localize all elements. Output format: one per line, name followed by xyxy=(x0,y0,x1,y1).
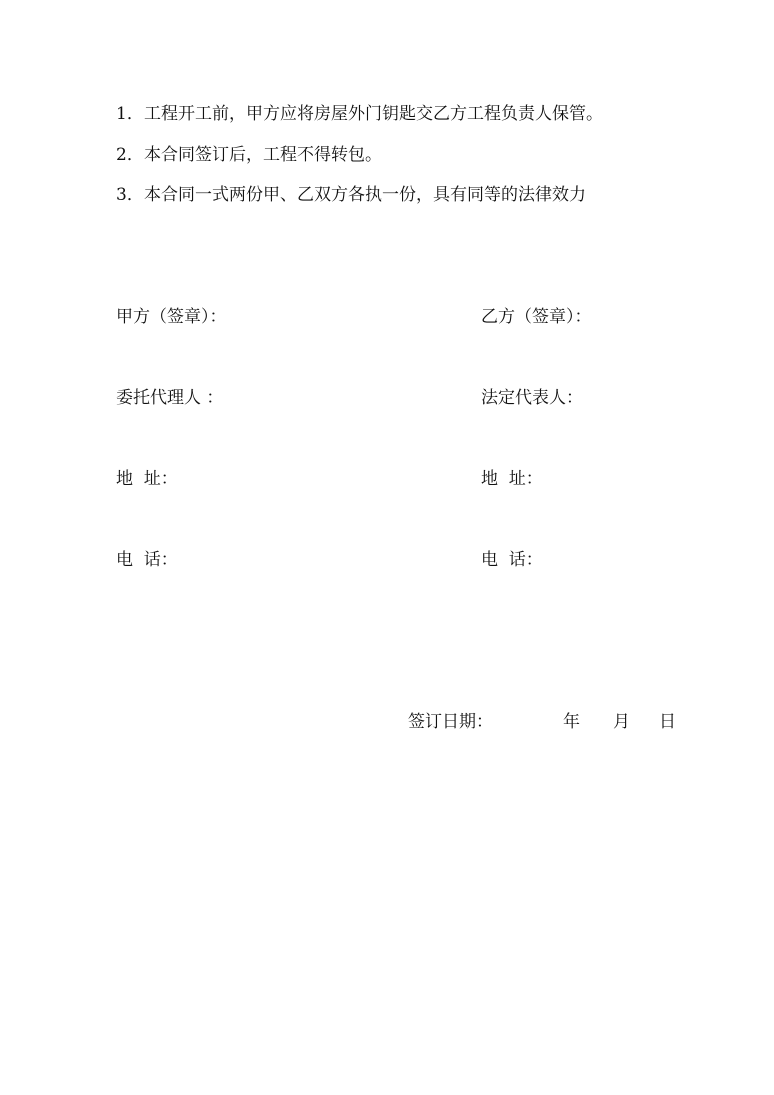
party-b-seal-label: 乙方（签章）： xyxy=(481,307,592,327)
clause-1 xyxy=(116,103,603,125)
party-a-address-label: 地 址： xyxy=(116,469,178,489)
party-a-seal-label: 甲方（签章）： xyxy=(116,307,227,327)
party-b-phone-label: 电 话： xyxy=(481,550,543,570)
party-b-representative-label: 法定代表人： xyxy=(481,388,583,408)
party-a-phone-label: 电 话： xyxy=(116,550,178,570)
clause-3 xyxy=(116,184,586,206)
day-label: 日 xyxy=(659,712,676,732)
clause-number: 2． xyxy=(116,145,144,165)
clause-text: 本合同签订后，工程不得转包。 xyxy=(144,145,382,165)
clause-text: 工程开工前，甲方应将房屋外门钥匙交乙方工程负责人保管。 xyxy=(144,104,603,124)
party-a-agent-label: 委托代理人 ： xyxy=(116,388,224,408)
signing-date-label: 签订日期： xyxy=(408,712,493,732)
party-b-address-label: 地 址： xyxy=(481,469,543,489)
clause-number: 3． xyxy=(116,185,144,205)
month-label: 月 xyxy=(613,712,630,732)
clause-2 xyxy=(116,144,382,166)
clause-text: 本合同一式两份甲、乙双方各执一份，具有同等的法律效力 xyxy=(144,185,586,205)
clause-number: 1． xyxy=(116,104,144,124)
year-label: 年 xyxy=(563,712,580,732)
